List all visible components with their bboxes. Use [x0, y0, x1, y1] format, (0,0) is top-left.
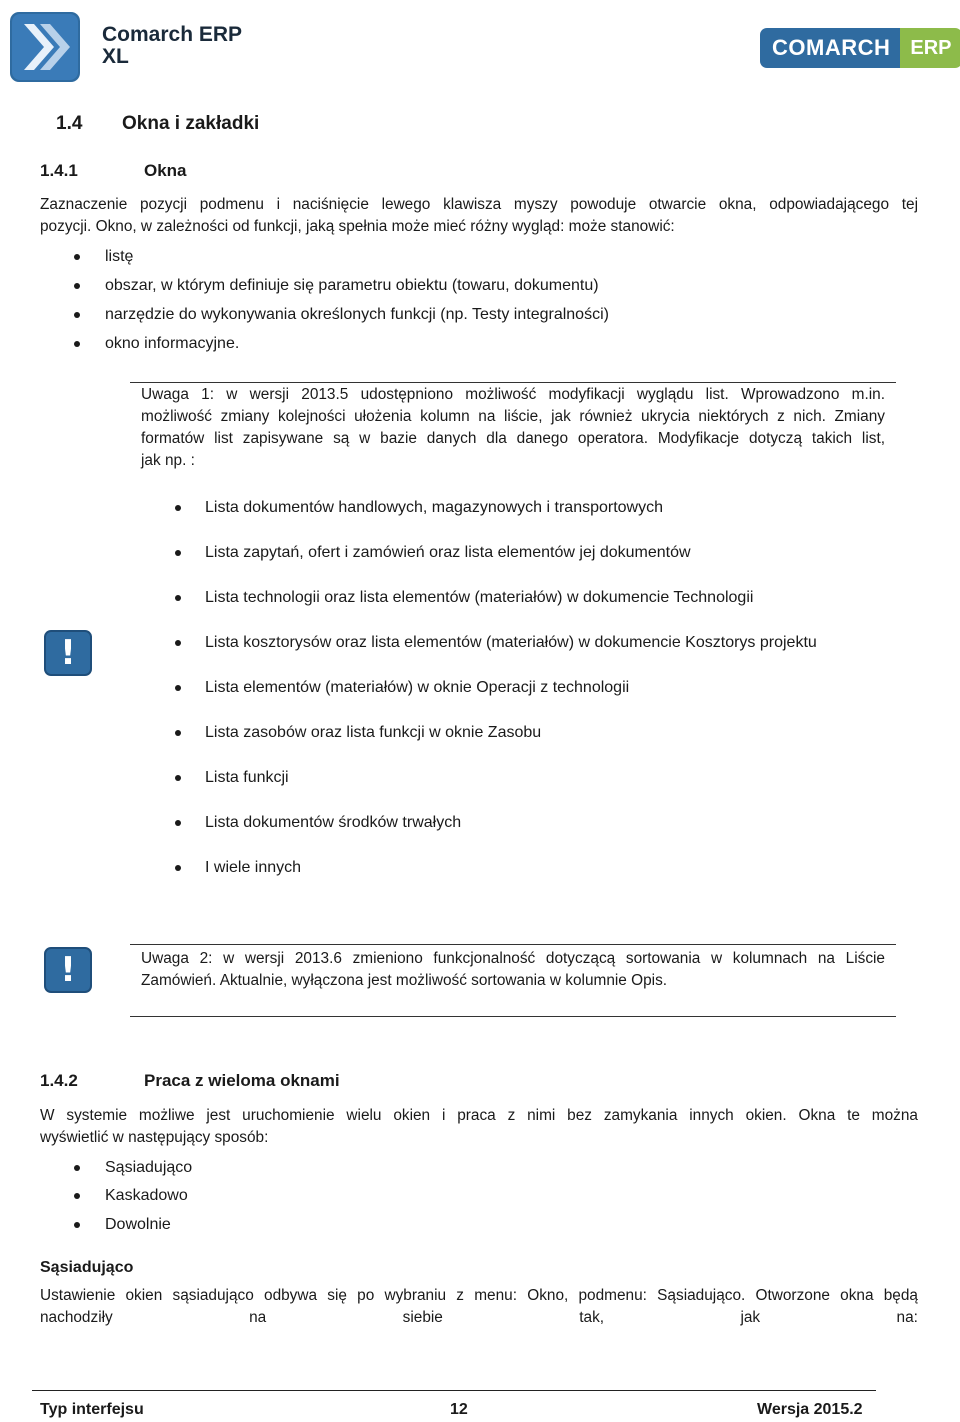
list-item: Lista zasobów oraz lista funkcji w oknie Zasobu — [205, 724, 542, 741]
list-item: Lista technologii oraz lista elementów (materiałów) w dokumencie Technologii — [205, 589, 754, 606]
bullet — [74, 1193, 80, 1199]
section-number: 1.4.1 — [40, 161, 78, 180]
word: jak — [740, 1309, 761, 1326]
brand-left: COMARCH — [760, 28, 900, 68]
bullet — [175, 685, 181, 691]
list-item: okno informacyjne. — [105, 335, 240, 352]
word: na: — [896, 1309, 918, 1326]
section-number: 1.4 — [56, 113, 83, 134]
comarch-erp-brand-logo — [760, 28, 960, 68]
note2-top-rule — [130, 944, 896, 945]
section-heading-1-4-1 — [40, 160, 340, 182]
note1-line3: formatów list zapisywane są w bazie danych dla danego operatora. Modyfikacje dotyczą takich list, — [141, 430, 885, 447]
word: nachodziły — [40, 1309, 113, 1326]
warning-icon: ! — [44, 947, 92, 993]
paragraph-sasiadujaco-line2 — [40, 1307, 918, 1329]
note1-line2: możliwość zmiany kolejności ułożenia kolumn na liście, jak również ukrycia niektórych z nich. Zmiany — [141, 408, 885, 425]
brand-right: ERP — [900, 28, 960, 68]
bullet — [74, 1165, 80, 1171]
word: tak, — [579, 1309, 605, 1326]
bullet — [175, 775, 181, 781]
bullet — [175, 550, 181, 556]
paragraph-sasiadujaco-line1: Ustawienie okien sąsiadująco odbywa się po wybraniu z menu: Okno, podmenu: Sąsiadująco. Otworzone okna będą — [40, 1287, 918, 1304]
paragraph-intro-line1: Zaznaczenie pozycji podmenu i naciśnięcie lewego klawisza myszy powoduje otwarcie okna, odpowiadającego tej — [40, 196, 918, 213]
warning-icon: ! — [44, 630, 92, 676]
list-item: Sąsiadująco — [105, 1159, 193, 1176]
footer-page-number: 12 — [450, 1401, 468, 1418]
header-logo-left — [10, 12, 80, 82]
bullet — [74, 341, 80, 347]
subheading-sasiadujaco: Sąsiadująco — [40, 1259, 134, 1276]
bullet — [74, 312, 80, 318]
product-name-line1: Comarch ERP — [102, 23, 243, 46]
bullet — [175, 640, 181, 646]
section-title: Okna i zakładki — [122, 113, 260, 134]
note2-line2: Zamówień. Aktualnie, wyłączona jest możliwość sortowania w kolumnie Opis. — [141, 972, 668, 989]
section-title: Praca z wieloma oknami — [144, 1071, 340, 1090]
list-item: obszar, w którym definiuje się parametru obiektu (towaru, dokumentu) — [105, 277, 599, 294]
section-heading-1-4 — [56, 112, 260, 136]
bullet — [74, 1222, 80, 1228]
bullet — [175, 505, 181, 511]
section-heading-1-4-2 — [40, 1070, 440, 1092]
list-item: Lista dokumentów środków trwałych — [205, 814, 462, 831]
footer-left: Typ interfejsu — [40, 1401, 144, 1418]
list-item: I wiele innych — [205, 859, 302, 876]
word: na — [249, 1309, 267, 1326]
bullet — [175, 820, 181, 826]
list-item: narzędzie do wykonywania określonych funkcji (np. Testy integralności) — [105, 306, 609, 323]
list-item: Lista funkcji — [205, 769, 289, 786]
footer-right: Wersja 2015.2 — [757, 1401, 863, 1418]
list-item: listę — [105, 248, 134, 265]
product-name — [102, 24, 242, 68]
bullet — [74, 254, 80, 260]
note2-line1: Uwaga 2: w wersji 2013.6 zmieniono funkcjonalność dotyczącą sortowania w kolumnach na Liście — [141, 950, 885, 967]
bullet — [175, 595, 181, 601]
note1-line4: jak np. : — [141, 452, 195, 469]
list-item: Lista elementów (materiałów) w oknie Operacji z technologii — [205, 679, 630, 696]
section-title: Okna — [144, 161, 187, 180]
comarch-erp-xl-logo-icon — [10, 12, 80, 82]
note1-top-rule — [130, 382, 896, 383]
list-item: Dowolnie — [105, 1216, 171, 1233]
note2-bottom-rule — [130, 1016, 896, 1017]
note1-line1: Uwaga 1: w wersji 2013.5 udostępniono możliwość modyfikacji wyglądu list. Wprowadzono m.in. — [141, 386, 885, 403]
bullet — [74, 283, 80, 289]
product-name-line2: XL — [102, 45, 129, 68]
list-item: Kaskadowo — [105, 1187, 188, 1204]
footer-rule — [32, 1390, 876, 1391]
section-number: 1.4.2 — [40, 1071, 78, 1090]
list-item: Lista dokumentów handlowych, magazynowych i transportowych — [205, 499, 664, 516]
paragraph-intro-line1: W systemie możliwe jest uruchomienie wielu okien i praca z nimi bez zamykania innych okien. Okna te można — [40, 1107, 918, 1124]
bullet — [175, 865, 181, 871]
list-item: Lista kosztorysów oraz lista elementów (materiałów) w dokumencie Kosztorys projektu — [205, 634, 817, 651]
paragraph-intro-line2: wyświetlić w następujący sposób: — [40, 1129, 269, 1146]
paragraph-intro-line2: pozycji. Okno, w zależności od funkcji, jaką spełnia może mieć różny wygląd: może stanowić: — [40, 218, 675, 235]
bullet — [175, 730, 181, 736]
list-item: Lista zapytań, ofert i zamówień oraz lista elementów jej dokumentów — [205, 544, 691, 561]
word: siebie — [402, 1309, 443, 1326]
